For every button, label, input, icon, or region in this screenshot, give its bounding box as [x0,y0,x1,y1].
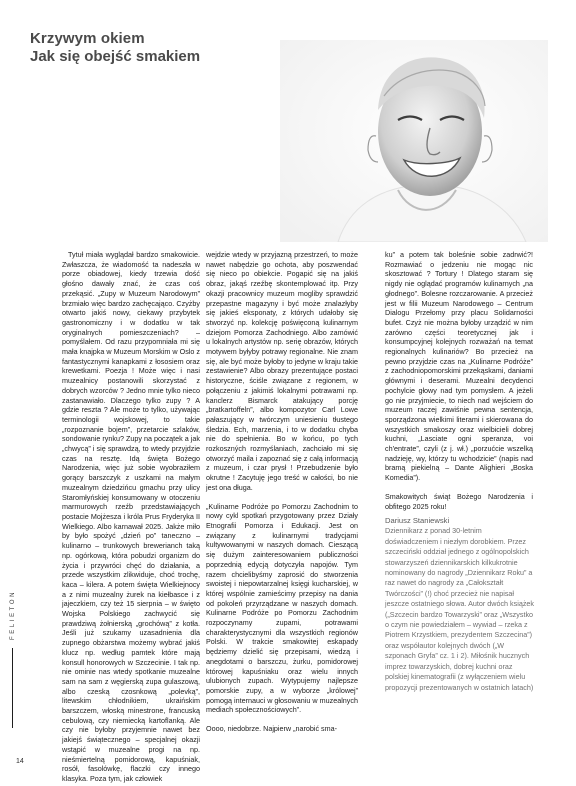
article-paragraph: Tytuł miała wyglądał bardzo smakowicie. Zwłaszcza, że wiadomość ta nadeszła w porze obiadowej, kiedy trzewia dość głośno dawały znać, że czas coś przekąsić. „Zupy w Muzeum Narodowym” brzmiało więc bardzo zachęcająco. Czyżby otwarto jakiś nowy, ciekawy przybytek gastronomiczny i w dodatku w tak oryginalnych pomieszczeniach? – pomyślałem. Od razu przypomniała mi się mała knajpka w Muzeum Morskim w Oslo z fantastycznymi kanapkami z łososiem oraz krewetkami. Poezja ! Może więc i nasi muzealnicy postanowili skorzystać z dobrych wzorców ? Jedno mnie tylko nieco zastanawiało. Dlaczego tylko zupy ? A gdzie reszta ? Ale może to tylko, używając terminologii wojskowej, to takie „rozpoznanie bojem”, przetarcie szlaków, sondowanie rynku? Zupy na początek a jak „chwycą” i się sprawdzą, to wtedy przyjdzie czas na resztę. Idą święta Bożego Narodzenia, więc już sobie wyobraziłem gorący barszczyk z uszkami na małym muzealnym dziedzińcu gmachu przy ulicy Staromłyńskiej konsumowany w otoczeniu marmurowych rzeźb przedstawiających postacie Mojżesza i króla Prus Fryderyka II Wielkiego. Albo karnawał 2025. Jakże miło by było spożyć „dzień po” taneczno – kulinarno – trunkowych brewerianch taką np. ogórkową, która pobudzi organizm do życia i przywróci chęć do działania, a przede wszystkim zlikwiduje, choć trochę, kaca – kilera. A potem święta Wielkiejnocy a z nimi muzealny żurek na kiełbasce i z jajeczkiem, czy też 15 sierpnia – w święto Wojska Polskiego zachwycić się prawdziwą żołnierską „grochówą” z kotła. Jeśli już szukamy uzasadnienia dla zupnego obżarstwa możemy wybrać jakiś klucz np. według pamtek które mają konsull honorowych w Szczecinie. I tak np. nie ominie nas wtedy spotkanie muzealne sam na sam z węgierską zupa gulaszową, albo czeską czosnkową „polevką”, litewskim chłodnikiem, ukraińskim barszczem, włoską minestrone, francuską cebulową, czy niemiecką kartoflanką. Ale czy nie byłoby przyjemnie nawet bez jakiejś świątecznego – specjalnej okazji wstąpić w muzealne progi na np. nieśmiertelną pomidorową, kapuśniak, rosół, fasolówkę, flaczki czy innego klasyka. Poza tym, jak człowiek [62,250,200,783]
article-column-middle [206,250,358,734]
article-quote-paragraph: „Kulinarne Podróże po Pomorzu Zachodnim to nowy cykl spotkań przygotowany przez Działy Etnografii Pomorza i Edukacji. Jest on związany z kulinarnymi tradycjami kultywowanymi w naszych domach. Cieszącą się dużym zainteresowaniem publiczności poprzednią edycją dotyczyła napojów. Tym razem chcielibyśmy zaprosić do stworzenia swoistej i niepowtarzalnej księgi kucharskiej, w której wspólnie zamieścimy przepisy na dania od pokoleń przyrządzane w naszych domach. Kulinarne Podróże po Pomorzu Zachodnim rozpoczynamy zupami, potrawami charakterystycznymi dla wszystkich regionów Polski. W trakcie smakowitej eskapady będziemy dzielić się przepisami, wiedzą i anegdotami o barszczu, żurku, pomidorowej którowej kapuśniaku oraz wielu innych ulubionych zupach. Wytypujemy najlepsze pomorskie zupy, a w wyborze „królowej” pomogą internauci w głosowaniu w muzealnych mediach społecznościowych”. [206,501,358,715]
article-column-right [385,250,533,511]
author-bio [385,516,535,693]
article-column-left [62,250,200,784]
article-closing-wish: Smakowitych świąt Bożego Narodzenia i obfitego 2025 roku! [385,491,533,511]
article-paragraph: Oooo, niedobrze. Najpierw „narobić sma- [206,724,338,734]
author-portrait-photo [280,40,548,242]
article-title: Krzywym okiem [30,30,145,47]
section-label: FELIETON [10,589,16,640]
article-paragraph: ku” a potem tak boleśnie sobie zadrwić?! Rozmawiać o jedzeniu nie mogąc nic skosztować ? Tortury ! Dlatego staram się nigdy nie oglądać programów kulinarnych „na głodnego”. Bolesne rozczarowanie. A przecież jest w filii Muzeum Narodowego – Centrum Dialogu Przełomy przy placu Solidarności bufet. Czyż nie można byłoby urządzić w nim zarówno części teoretycznej jak i konsumpcyjnej kolejnych rozważań na temat regionalnych kulinariów? Bo przecież na pewno przyjdzie czas na „Kulinarne Podróże” z zachodniopomorskimi przekąskami, daniami głównymi i deserami. Muzealni decydenci pochylcie głowy nad tym pomysłem. A jeżeli go nie przyjmiecie, to niech nad wejściem do muzeum raczej zawiśnie pewna sentencja, sporządzona wielkimi literami i skierowana do wszystkich smakoszy oraz wielbicieli dobrej kuchni, „Lasciate ogni speranza, voi ch'entrate”, czyli (z j. wł.) „porzućcie wszelką nadzieję, wy, którzy tu wchodzicie” (napis nad bramą piekielną – Dante Alighieri „Boska Komedia”). [385,250,533,483]
section-divider [12,648,13,728]
author-portrait-illustration [280,40,548,242]
article-paragraph: wejdzie wtedy w przyjazną przestrzeń, to może nawet nabędzie go ochota, aby poszwendać się nieco po obiekcie. Pogapić się na jakiś obraz, jakąś rzeźbę skontemplować itp. Przy okazji pracownicy muzeum mogliby sprawdzić przepastne magazyny i być może znalazłyby się jakieś eksponaty, z których udałoby się stworzyć np. kolekcję poświęconą kulinarnym dziejom Pomorza Zachodniego. Albo zamówić u lokalnych artystów np. serię obrazów, których motywem byłyby potrawy regionalne. Nie znam się, ale być może byłoby to jedyne w kraju takie zestawienie? Albo obrazy prezentujące postaci historyczne, ściśle związane z regionem, w połączeniu z jakimiś lokalnymi potrawami np. kanclerz Bismarck atakujący porcję „bratkartoffeln”, albo kompozytor Carl Lowe pałaszujący w twórczym uniesieniu tłustego śledzia. Ech, marzenia, i to w dodatku chyba nie do spełnienia. Bo w końcu, po tych rozkoszných rozmyślaniach, zachciało mi się otworzyć maila i zapoznać się z całą informacją z muzeum, i czar prysł ! Przebudzenie było okrutne ! Zacytuję jego treść w całości, bo nie jest ona długa. [206,250,358,492]
article-subtitle: Jak się obejść smakiem [30,48,201,65]
page-number: 14 [16,758,24,765]
author-name: Dariusz Staniewski [385,516,450,525]
author-bio-text: Dziennikarz z ponad 30-letnim doświadczeniem i niezłym dorobkiem. Przez szczeciński oddział jednego z ogólnopolskich stowarzyszeń dziennikarskich kilkukrotnie nominowany do nagrody „Dziennikarz Roku” a raz nawet do nagrody za „Całokształt Twórczości” (!) choć przecież nie napisał jeszcze ostatniego słowa. Autor dwóch książek („Szczecin bardzo Towarzyski” oraz „Wszystko o czym nie powiedziałem – wywiad – rzeka z Piotrem Krzystkiem, prezydentem Szczecina”) oraz współautor kolejnych dwóch („W szponach Gryfa” cz. 1 i 2). Miłośnik hucznych imprez towarzyskich, dobrej kuchni oraz polskiej kinematografii (z wyłączeniem wielu propozycji prezentowanych w ostatnich latach) [385,526,535,692]
